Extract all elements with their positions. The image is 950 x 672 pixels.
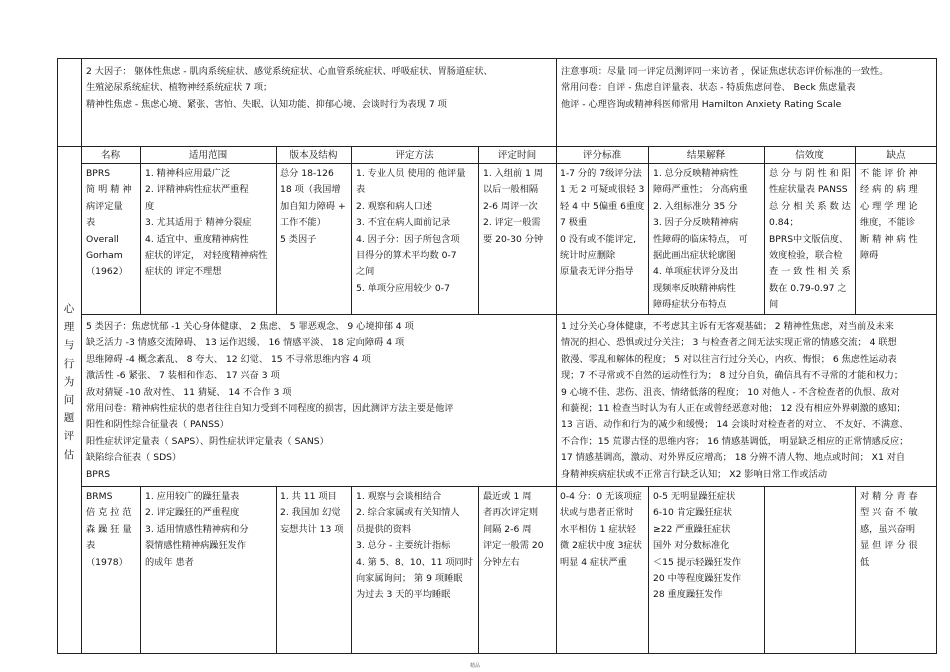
- col-divider: [556, 146, 557, 314]
- col-divider: [351, 146, 352, 314]
- brms-weakness: 对 精 分 青 春 型 兴 奋 不 敏 感，虽兴奋明 显 但 评 分 很 低: [860, 491, 918, 568]
- col-divider: [351, 486, 352, 654]
- bprs-row-divider: [81, 314, 937, 315]
- col-divider: [764, 486, 765, 654]
- top-center-divider: [556, 58, 557, 146]
- col-divider: [276, 146, 277, 314]
- col-divider: [648, 146, 649, 314]
- col-divider: [140, 486, 141, 654]
- header-weakness: 缺点: [886, 150, 906, 161]
- side-column-divider: [81, 58, 82, 654]
- bprs-method: 1. 专业人员 使用的 他评量 表 2. 观察和病人口述 3. 不宜在病人面前记录 4. 因子分：因子所包含项 目得分的算术平均数 0-7 之间 5. 单项分应用较少 0-7: [356, 168, 466, 294]
- col-divider: [478, 146, 479, 314]
- brms-time: 最近或 1 周 者再次评定则 间隔 2-6 周 评定一般需 20 分钟左右: [483, 491, 544, 568]
- bprs-factors-text: 5 类因子：焦虑忧郁 -1 关心身体健康、 2 焦虑、 5 罪恶观念、 9 心境抑郁 4 项 缺乏活力 -3 情感交流障碍、 13 运作迟缓、 16 情感平淡、 18 定向障碍 4 项 思维障碍 -4 概念紊乱、 8 夸大、 12 幻觉、 15 不寻常思维内容 4 项 激活性 -6 紧张、 7 装相和作态、 17 兴奋 3 项 敌对猜疑 -10 敌对性、 11 猜疑、 14 不合作 3 项 常用问卷：精神病性症状的患者往往自知力受到不同程度的损害，因此测评方法主要是他评 阳性和阴性综合征量表（ PANSS） 阳性症状评定量表（ SAPS）、阴性症状评定量表（ SANS） 缺陷综合征表（ SDS） BPRS: [86, 321, 454, 480]
- col-divider: [478, 486, 479, 654]
- brms-scoring: 0-4 分：0 无该项症 状或与患者正常时 水平相仿 1 症状轻 微 2症状中度 3症状 明显 4 症状严重: [560, 491, 642, 568]
- col-divider: [276, 486, 277, 654]
- bprs-weakness: 不 能 评 价 神 经 病 的 病 理 心 理 学 理 论 维度，不能诊 断 精 神 病 性 障碍: [860, 168, 918, 262]
- bprs-name: BPRS 简 明 精 神 病评定量 表 Overall Gorham （1962）: [86, 168, 132, 278]
- header-method: 评定方法: [395, 150, 434, 161]
- col-divider: [855, 486, 856, 654]
- header-time: 评定时间: [497, 150, 537, 161]
- anxiety-factors-text: 2 大因子： 躯体性焦虑 - 肌肉系统症状、感觉系统症状、心血管系统症状、呼吸症状、胃肠道症状、 生殖泌尿系统症状、植物神经系统症状 7 项； 精神性焦虑 - 焦虑心境、紧张、害怕、失眠、认知功能、抑郁心境、会谈时行为表现 7 项: [86, 66, 493, 110]
- brms-version: 1. 共 11 项目 2. 我国加 幻觉 妄想共计 13 项: [280, 491, 344, 535]
- header-scoring: 评分标准: [582, 150, 622, 161]
- col-divider: [764, 146, 765, 314]
- bprs-time: 1. 入组前 1 周 以后一般相隔 2-6 周评一次 2. 评定一般需 要 20-30 分钟: [483, 168, 544, 245]
- side-section-label: 心 理 与 行 为 问 题 评 估: [63, 303, 75, 461]
- col-divider: [556, 486, 557, 654]
- header-scope: 适用范围: [188, 150, 228, 161]
- header-row-divider: [81, 163, 937, 164]
- bprs-scope: 1. 精神科应用最广泛 2. 评精神病性症状严重程 度 3. 尤其适用于 精神分裂症 4. 适宜中、重度精神病性 症状的评定， 对轻度精神病性 症状的 评定不理想: [145, 168, 268, 278]
- brms-name: BRMS 倍 克 拉 范 森 躁 狂 量 表 （1978）: [86, 491, 132, 568]
- bprs-version: 总分 18-126 18 项（我国增 加自知力障碍 + 工作不能） 5 类因子: [280, 168, 346, 245]
- header-version: 版本及结构: [289, 150, 338, 161]
- header-name: 名称: [100, 150, 121, 161]
- factor-block-divider: [81, 486, 937, 487]
- brms-method: 1. 观察与会谈相结合 2. 综合家属或有关知情人 员提供的资料 3. 总分 - 主要统计指标 4. 第 5、8、10、11 项同时 向家属询问； 第 9 项睡眠 为过去 3 天的平均睡眠: [356, 491, 473, 601]
- top-block-divider: [57, 146, 937, 147]
- bprs-items-text: 1 过分关心身体健康，不考虑其主诉有无客观基础； 2 精神性焦虑，对当前及未来 情况的担心、恐惧或过分关注； 3 与检查者之间无法实现正常的情感交流； 4 联想 散漫、零乱和解体的程度； 5 对以往言行过分关心，内疚、悔恨； 6 焦虑性运动表 现；7 不寻常或不自然的运动性行为； 8 过分自负，确信具有不寻常的才能和权力； 9 心境不佳、悲伤、沮丧、情绪低落的程度； 10 对他人 - 不含检查者的仇恨、敌对 和藐视；11 检查当时认为有人正在或曾经恶意对他； 12 没有相应外界刺激的感知； 13 言语、动作和行为的减少和缓慢； 14 会谈时对检查者的对立、 不友好、不满意、 不合作；15 荒谬古怪的思维内容； 16 情感基调低， 明显缺乏相应的正常情感反应； 17 情感基调高，激动、对外界反应增高； 18 分辨不清人物、地点或时间； X1 对自 身精神疾病症状或不正常言行缺乏认知； X2 影响日常工作或活动: [561, 321, 909, 480]
- bprs-scoring: 1-7 分的 7级评分法 1 无 2 可疑或很轻 3 轻 4 中 5偏重 6重度 7 极重 0 没有或不能评定, 统计时应删除 原量表无评分指导: [560, 168, 645, 278]
- factor-center-divider: [556, 314, 557, 486]
- brms-scope: 1. 应用较广的躁狂量表 2. 评定躁狂的严重程度 3. 适用情感性精神病和分 裂情感性精神病躁狂发作 的成年 患者: [145, 491, 249, 568]
- bprs-result: 1. 总分反映精神病性 障碍严重性； 分高病重 2. 入组标准分 35 分 3. 因子分反映精神病 性障碍的临床特点， 可 据此画出症状轮廓图 4. 单项症状评分及出 现频率反映精神病性 障碍症状分布特点: [653, 168, 748, 311]
- anxiety-notes-text: 注意事项：尽量 同一评定员测评同一来访者 ，保证焦虑状态评价标准的一致性。 常用问卷：自评 - 焦虑自评量表、状态 - 特质焦虑问卷、 Beck 焦虑量表 他评 - 心理咨询或精神科医师常用 Hamilton Anxiety Rating Scale: [561, 66, 889, 110]
- header-result: 结果解释: [686, 150, 726, 161]
- bprs-reliability: 总 分 与 阴 性 和 阳 性症状量表 PANSS 总 分 相 关 系 数 达 0.84； BPRS中文版信度、 效度检验，联合检 查 一 致 性 相 关 系 数在 0.79-0.97 之 间: [769, 168, 851, 311]
- footer-mark: 精品: [470, 663, 481, 669]
- header-reliability: 信效度: [795, 150, 824, 161]
- brms-result: 0-5 无明显躁狂症状 6-10 肯定躁狂症状 ≥22 严重躁狂症状 国外 对分数标准化 ＜15 提示轻躁狂发作 20 中等程度躁狂发作 28 重度躁狂发作: [653, 491, 742, 601]
- col-divider: [648, 486, 649, 654]
- col-divider: [855, 146, 856, 314]
- col-divider: [140, 146, 141, 314]
